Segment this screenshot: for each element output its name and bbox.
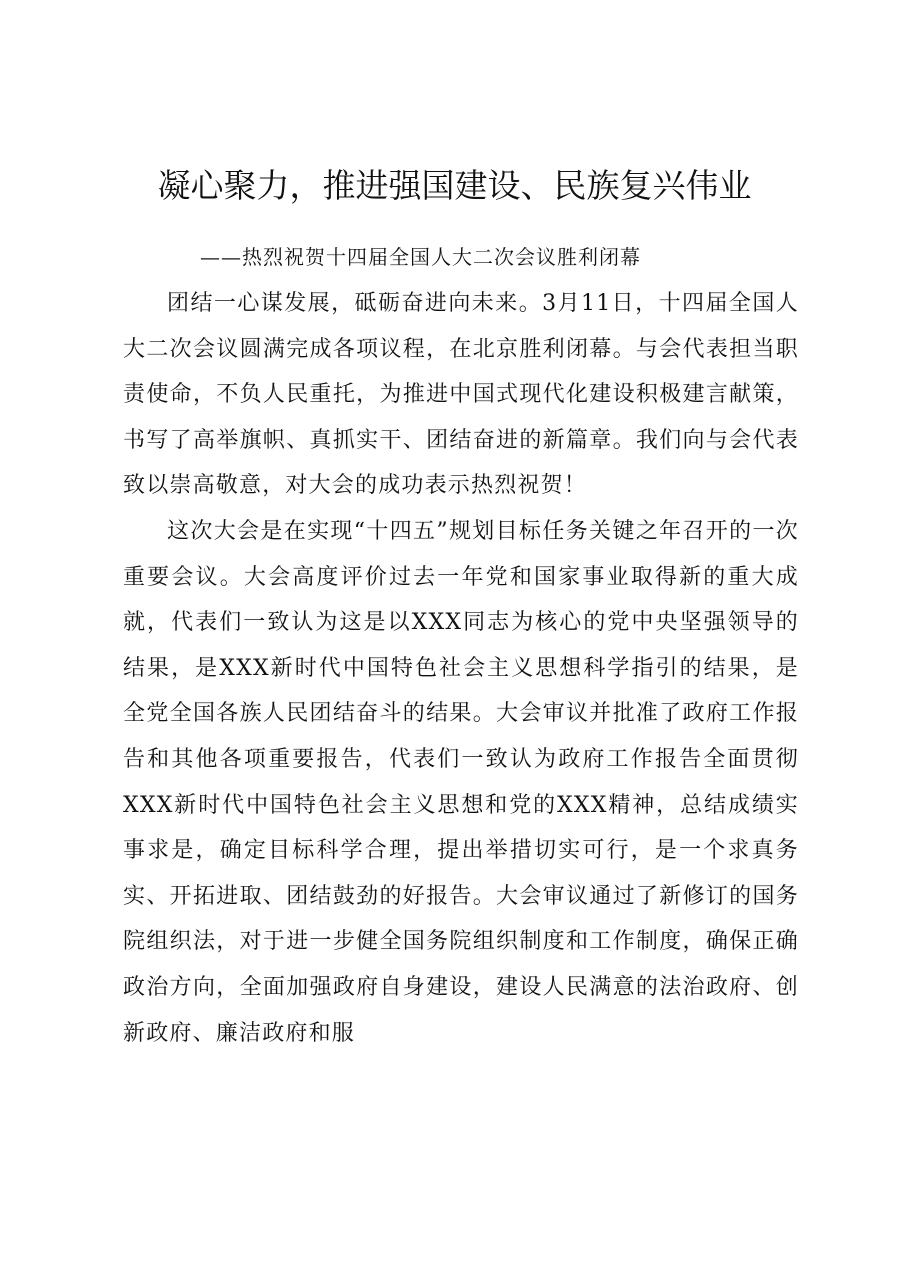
document-title: 凝心聚力，推进强国建设、民族复兴伟业 (157, 166, 752, 205)
document-subtitle: ——热烈祝贺十四届全国人大二次会议胜利闭幕 (200, 245, 641, 269)
document-body (123, 281, 799, 1056)
paragraph-2: 这次大会是在实现“十四五”规划目标任务关键之年召开的一次重要会议。大会高度评价过去一年党和国家事业取得新的重大成就，代表们一致认为这是以XXX同志为核心的党中央坚强领导的结果，是XXX新时代中国特色社会主义思想科学指引的结果，是全党全国各族人民团结奋斗的结果。大会审议并批准了政府工作报告和其他各项重要报告，代表们一致认为政府工作报告全面贯彻XXX新时代中国特色社会主义思想和党的XXX精神，总结成绩实事求是，确定目标科学合理，提出举措切实可行，是一个求真务实、开拓进取、团结鼓劲的好报告。大会审议通过了新修订的国务院组织法，对于进一步健全国务院组织制度和工作制度，确保正确政治方向，全面加强政府自身建设，建设人民满意的法治政府、创新政府、廉洁政府和服 (123, 518, 799, 1046)
paragraph-1: 团结一心谋发展，砥砺奋进向未来。3月11日，十四届全国人大二次会议圆满完成各项议程，在北京胜利闭幕。与会代表担当职责使命，不负人民重托，为推进中国式现代化建设积极建言献策，书写了高举旗帜、真抓实干、团结奋进的新篇章。我们向与会代表致以崇高敬意，对大会的成功表示热烈祝贺！ (123, 291, 799, 499)
